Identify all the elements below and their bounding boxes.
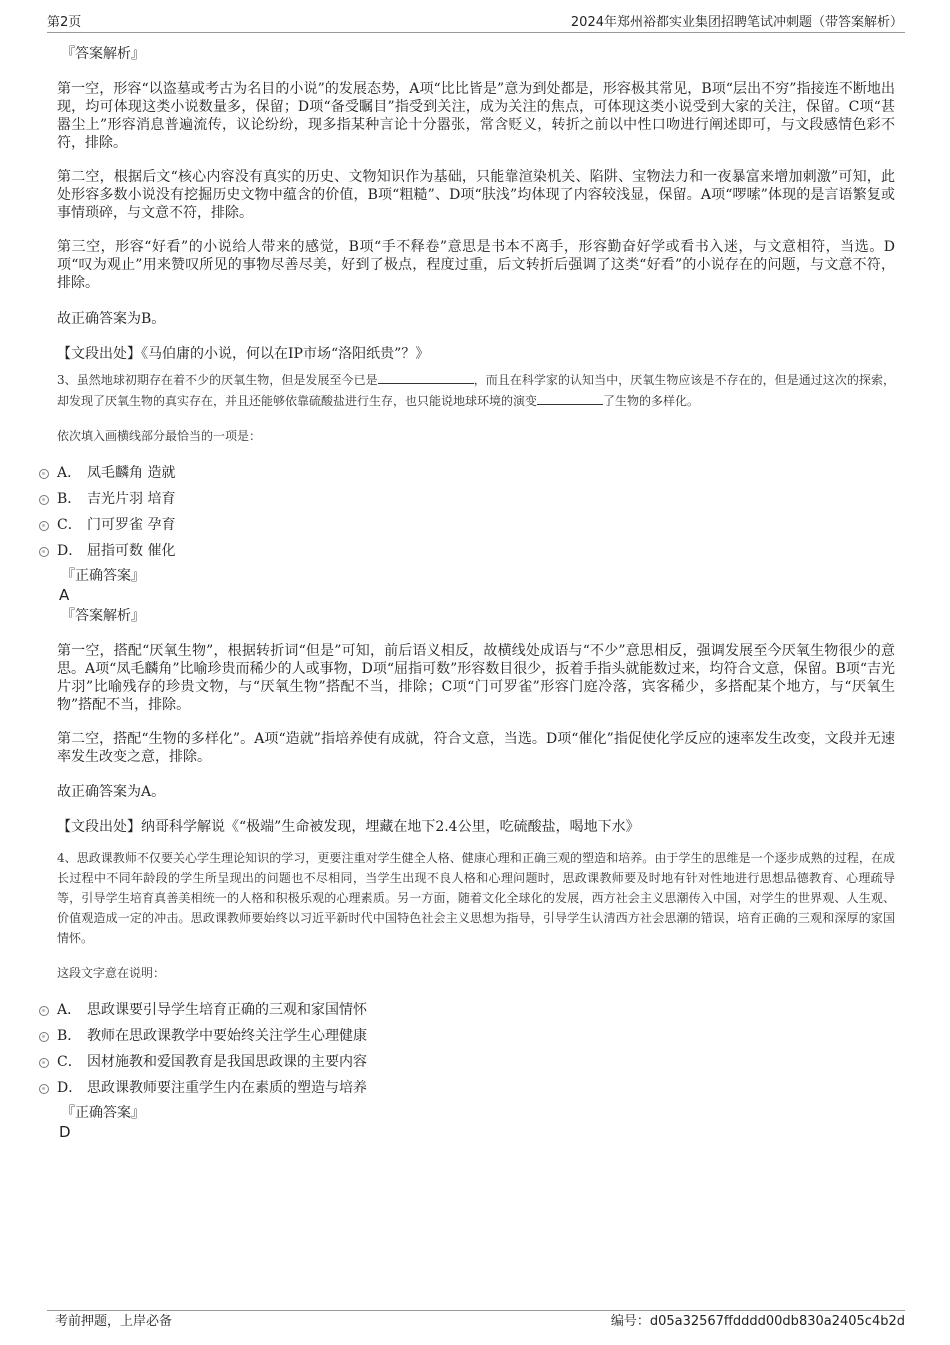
question-3-prompt: 依次填入画横线部分最恰当的一项是： [57, 429, 262, 443]
analysis-paragraph: 第三空，形容“好看”的小说给人带来的感觉，B项“手不释卷”意思是书本不离手，形容勤奋好学或看书入迷，与文意相符，当选。D项“叹为观止”用来赞叹所见的事物尽善尽美，好到了极点，程度过重，后文转折后强调了这类“好看”的小说存在的问题，与文意不符，排除。 [57, 239, 895, 291]
analysis-label: 『答案解析』 [61, 608, 145, 624]
question-4-text: 4、思政课教师不仅要关心学生理论知识的学习，更要注重对学生健全人格、健康心理和正确三观的塑造和培养。由于学生的思维是一个逐步成熟的过程，在成长过程中不同年龄段的学生所呈现出的问题也不尽相同，当学生出现不良人格和心理问题时，思政课教师要及时地有针对性地进行思想品德教育、心理疏导等，引导学生培育真善美相统一的人格和积极乐观的心理素质。另一方面，随着文化全球化的发展，西方社会主义思潮传入中国，对学生的世界观、人生观、价值观造成一定的冲击。思政课教师要始终以习近平新时代中国特色社会主义思想为指导，引导学生认清西方社会思潮的错误，培育正确的三观和深厚的家国情怀。 [57, 851, 895, 945]
analysis-paragraph: 第二空，搭配“生物的多样化”。A项“造就”指培养使有成就，符合文意，当选。D项“催化”指促使化学反应的速率发生改变，文段并无速率发生改变之意，排除。 [57, 731, 895, 765]
fill-blank [537, 390, 603, 405]
question-4-options [57, 997, 895, 1101]
option-c[interactable]: C． 门可罗雀 孕育 [57, 512, 895, 538]
conclusion: 故正确答案为B。 [57, 311, 166, 327]
analysis-label: 『答案解析』 [61, 46, 145, 62]
option-c[interactable]: C． 因材施教和爱国教育是我国思政课的主要内容 [57, 1049, 895, 1075]
conclusion: 故正确答案为A。 [57, 784, 166, 800]
correct-answer: D [59, 1123, 71, 1141]
option-a[interactable]: A． 凤毛麟角 造就 [57, 460, 895, 486]
radio-icon[interactable] [39, 1032, 49, 1042]
radio-icon[interactable] [39, 547, 49, 557]
document-id: 编号：d05a32567ffdddd00db830a2405c4b2d [610, 1314, 905, 1329]
correct-answer-label: 『正确答案』 [61, 568, 145, 584]
analysis-paragraph: 第一空，搭配“厌氧生物”，根据转折词“但是”可知，前后语义相反，故横线处成语与“不少”意思相反，强调发展至今厌氧生物很少的意思。A项“凤毛麟角”比喻珍贵而稀少的人或事物，D项“屈指可数”形容数目很少，扳着手指头就能数过来，均符合文意，保留。B项“吉光片羽”比喻残存的珍贵文物，与“厌氧生物”搭配不当，排除；C项“门可罗雀”形容门庭冷落，宾客稀少，多搭配某个地方，与“厌氧生物”搭配不当，排除。 [57, 643, 895, 713]
radio-icon[interactable] [39, 469, 49, 479]
option-d[interactable]: D． 思政课教师要注重学生内在素质的塑造与培养 [57, 1075, 895, 1101]
option-b[interactable]: B． 教师在思政课教学中要始终关注学生心理健康 [57, 1023, 895, 1049]
option-a[interactable]: A． 思政课要引导学生培育正确的三观和家国情怀 [57, 997, 895, 1023]
page-number: 第2页 [47, 15, 82, 30]
radio-icon[interactable] [39, 521, 49, 531]
page-header [47, 14, 905, 33]
radio-icon[interactable] [39, 1006, 49, 1016]
radio-icon[interactable] [39, 1058, 49, 1068]
analysis-paragraph: 第一空，形容“以盗墓或考古为名目的小说”的发展态势，A项“比比皆是”意为到处都是，形容极其常见，B项“层出不穷”指接连不断地出现，均可体现这类小说数量多，保留；D项“备受瞩目”指受到关注，成为关注的焦点，可体现这类小说受到大家的关注，保留。C项“甚嚣尘上”形容消息普遍流传，议论纷纷，现多指某种言论十分嚣张，常含贬义，转折之前以中性口吻进行阐述即可，与文段感情色彩不符，排除。 [57, 81, 895, 151]
document-body [57, 44, 895, 1141]
question-4-prompt: 这段文字意在说明： [57, 966, 166, 980]
analysis-paragraph: 第二空，根据后文“核心内容没有真实的历史、文物知识作为基础，只能靠渲染机关、陷阱、宝物法力和一夜暴富来增加刺激”可知，此处形容多数小说没有挖掘历史文物中蕴含的价值，B项“粗糙”、D项“肤浅”均体现了内容较浅显，保留。A项“啰嗦”体现的是言语繁复或事情琐碎，与文意不符，排除。 [57, 169, 895, 221]
option-b[interactable]: B． 吉光片羽 培育 [57, 486, 895, 512]
source-citation: 【文段出处】《马伯庸的小说，何以在IP市场“洛阳纸贵”？》 [57, 346, 430, 362]
correct-answer: A [59, 586, 70, 604]
footer-slogan: 考前押题，上岸必备 [55, 1314, 173, 1329]
option-d[interactable]: D． 屈指可数 催化 [57, 538, 895, 564]
radio-icon[interactable] [39, 495, 49, 505]
fill-blank [378, 369, 474, 384]
question-3-text: 3、虽然地球初期存在着不少的厌氧生物，但是发展至今已是 ，而且在科学家的认知当中，厌氧生物应该是不存在的，但是通过这次的探索，却发现了厌氧生物的真实存在，并且还能够依靠硫酸盐进行生存，也只能说地球环境的演变 了生物的多样化。 [57, 369, 895, 411]
document-title: 2024年郑州裕都实业集团招聘笔试冲刺题（带答案解析） [570, 15, 903, 30]
page-footer [47, 1310, 905, 1331]
question-3-options [57, 460, 895, 564]
radio-icon[interactable] [39, 1084, 49, 1094]
source-citation: 【文段出处】纳哥科学解说《“极端”生命被发现，埋藏在地下2.4公里，吃硫酸盐，喝地下水》 [57, 819, 640, 835]
correct-answer-label: 『正确答案』 [61, 1105, 145, 1121]
